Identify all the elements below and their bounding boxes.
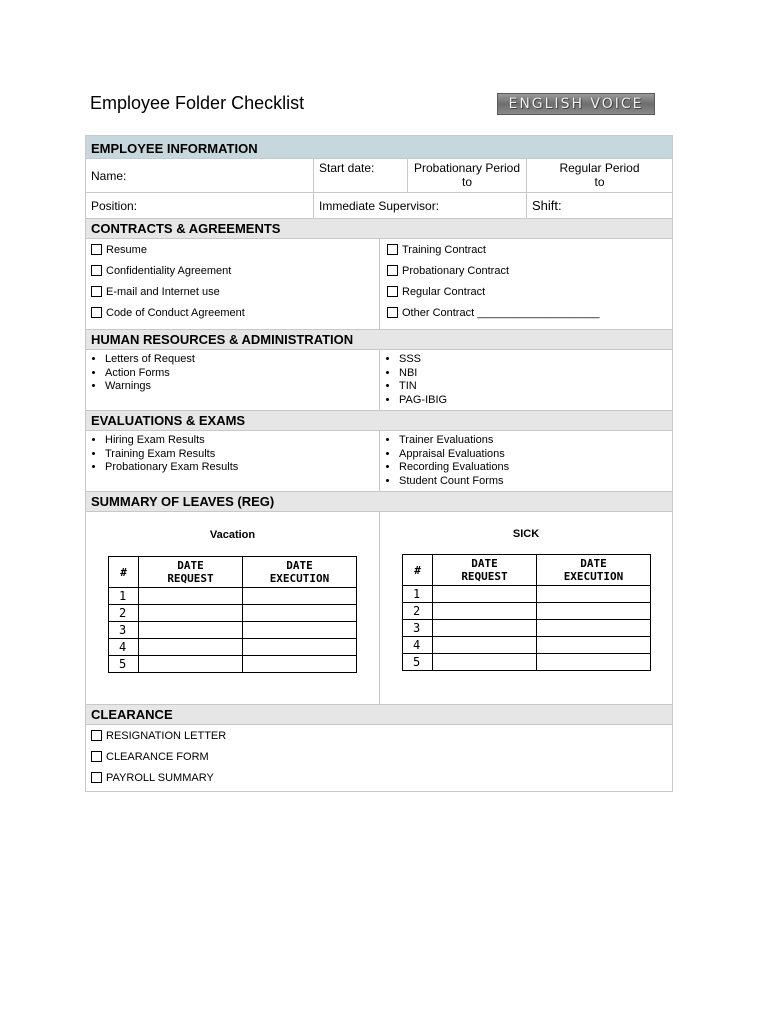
list-item: • Student Count Forms — [399, 475, 672, 489]
checkbox[interactable] — [91, 286, 102, 297]
row-number: 2 — [109, 605, 139, 622]
probationary-period-field[interactable] — [408, 159, 527, 192]
checkbox[interactable] — [91, 751, 102, 762]
checkbox[interactable] — [91, 772, 102, 783]
col-execution-header: DATE EXECUTION — [537, 555, 651, 586]
date-execution-cell[interactable] — [537, 620, 651, 637]
shift-field[interactable] — [527, 193, 672, 218]
position-label: Position: — [91, 198, 138, 213]
date-request-cell[interactable] — [433, 637, 537, 654]
sick-leaves-table — [402, 554, 651, 671]
contracts-header: CONTRACTS & AGREEMENTS — [86, 219, 672, 239]
table-header-row — [109, 557, 357, 588]
employee-information-header: EMPLOYEE INFORMATION — [86, 136, 672, 159]
date-request-cell[interactable] — [139, 656, 243, 673]
col-num-header: # — [403, 555, 433, 586]
hr-header: HUMAN RESOURCES & ADMINISTRATION — [86, 330, 672, 350]
date-request-cell[interactable] — [433, 586, 537, 603]
table-header-row — [403, 555, 651, 586]
sick-title: SICK — [512, 528, 540, 540]
page-title: Employee Folder Checklist — [90, 93, 305, 113]
contract-item[interactable] — [387, 302, 665, 323]
date-execution-cell[interactable] — [537, 654, 651, 671]
row-number: 4 — [109, 639, 139, 656]
list-item: • Recording Evaluations — [399, 461, 672, 475]
vacation-leaves-table — [108, 556, 357, 673]
list-item: • Appraisal Evaluations — [399, 448, 672, 462]
date-request-cell[interactable] — [139, 639, 243, 656]
checkbox[interactable] — [91, 265, 102, 276]
clearance-item[interactable] — [91, 725, 667, 746]
date-execution-cell[interactable] — [537, 603, 651, 620]
table-row — [109, 605, 357, 622]
table-row — [109, 622, 357, 639]
start-date-label: Start date: — [319, 161, 375, 175]
clearance-list — [86, 725, 672, 791]
hr-left-column — [86, 350, 380, 410]
employee-folder-form — [85, 135, 673, 792]
list-item: • SSS — [399, 353, 672, 367]
contract-item[interactable] — [91, 281, 374, 302]
clearance-header: CLEARANCE — [86, 705, 672, 725]
regular-period-field[interactable] — [527, 159, 672, 192]
date-request-cell[interactable] — [433, 603, 537, 620]
list-item: • PAG-IBIG — [399, 394, 672, 408]
hr-right-column — [380, 350, 672, 410]
contract-item-label: Regular Contract — [402, 285, 486, 298]
col-execution-header: DATE EXECUTION — [243, 557, 357, 588]
row-number: 4 — [403, 637, 433, 654]
list-item: • TIN — [399, 380, 672, 394]
name-label: Name: — [91, 168, 127, 183]
contracts-row — [86, 239, 672, 330]
checkbox[interactable] — [387, 286, 398, 297]
contract-item-label: Resume — [106, 243, 147, 256]
col-request-header: DATE REQUEST — [139, 557, 243, 588]
evaluations-left-column — [86, 431, 380, 491]
date-execution-cell[interactable] — [243, 588, 357, 605]
shift-label: Shift: — [532, 198, 562, 213]
clearance-item-label: CLEARANCE FORM — [106, 750, 209, 763]
contract-item[interactable] — [91, 260, 374, 281]
row-number: 3 — [403, 620, 433, 637]
list-item: • Trainer Evaluations — [399, 434, 672, 448]
table-row — [403, 620, 651, 637]
clearance-item-label: PAYROLL SUMMARY — [106, 771, 214, 784]
list-item: • Training Exam Results — [105, 448, 379, 462]
checkbox[interactable] — [91, 307, 102, 318]
list-item: • Hiring Exam Results — [105, 434, 379, 448]
contracts-left-column — [86, 239, 380, 329]
contract-item-label: Training Contract — [402, 243, 486, 256]
date-execution-cell[interactable] — [243, 622, 357, 639]
leaves-header: SUMMARY OF LEAVES (REG) — [86, 492, 672, 512]
table-row — [403, 637, 651, 654]
list-item: • Action Forms — [105, 367, 379, 381]
evaluations-header: EVALUATIONS & EXAMS — [86, 411, 672, 431]
employee-info-row-2 — [86, 193, 672, 219]
vacation-leaves-panel — [86, 512, 380, 704]
date-request-cell[interactable] — [139, 588, 243, 605]
row-number: 5 — [109, 656, 139, 673]
table-row — [403, 586, 651, 603]
regular-period-label: Regular Period — [559, 161, 640, 175]
contract-item[interactable] — [387, 260, 665, 281]
probationary-period-label: Probationary Period — [413, 161, 521, 175]
contract-item-label: Probationary Contract — [402, 264, 509, 277]
evaluations-row — [86, 431, 672, 492]
col-num-header: # — [109, 557, 139, 588]
row-number: 5 — [403, 654, 433, 671]
checkbox[interactable] — [387, 307, 398, 318]
date-request-cell[interactable] — [139, 605, 243, 622]
sick-leaves-panel — [380, 512, 672, 704]
english-voice-logo — [497, 93, 655, 115]
list-item: • Probationary Exam Results — [105, 461, 379, 475]
contract-item[interactable] — [91, 302, 374, 323]
date-execution-cell[interactable] — [243, 639, 357, 656]
leaves-row — [86, 512, 672, 705]
hr-row — [86, 350, 672, 411]
probationary-to-label: to — [461, 175, 472, 189]
list-item: • NBI — [399, 367, 672, 381]
checkbox[interactable] — [387, 244, 398, 255]
name-field[interactable] — [86, 159, 314, 192]
logo-text: ENGLISH VOICE — [508, 96, 644, 112]
table-row — [403, 654, 651, 671]
supervisor-label: Immediate Supervisor: — [319, 198, 440, 213]
date-request-cell[interactable] — [433, 654, 537, 671]
contract-item-label: Code of Conduct Agreement — [106, 306, 245, 319]
date-execution-cell[interactable] — [537, 637, 651, 654]
supervisor-field[interactable] — [314, 193, 527, 218]
row-number: 2 — [403, 603, 433, 620]
table-row — [109, 656, 357, 673]
position-field[interactable] — [86, 193, 314, 218]
date-execution-cell[interactable] — [243, 656, 357, 673]
clearance-item[interactable] — [91, 767, 667, 788]
clearance-item[interactable] — [91, 746, 667, 767]
list-item: • Warnings — [105, 380, 379, 394]
contracts-right-column — [380, 239, 672, 329]
regular-to-label: to — [594, 175, 605, 189]
date-execution-cell[interactable] — [243, 605, 357, 622]
contract-item[interactable] — [387, 281, 665, 302]
table-row — [403, 603, 651, 620]
start-date-field[interactable] — [314, 159, 408, 192]
employee-info-row-1 — [86, 159, 672, 193]
list-item: • Letters of Request — [105, 353, 379, 367]
evaluations-right-column — [380, 431, 672, 491]
vacation-title: Vacation — [209, 529, 256, 541]
row-number: 1 — [109, 588, 139, 605]
contract-item-label: E-mail and Internet use — [106, 285, 220, 298]
clearance-item-label: RESIGNATION LETTER — [106, 729, 227, 742]
table-row — [109, 639, 357, 656]
table-row — [109, 588, 357, 605]
contract-item[interactable] — [387, 239, 665, 260]
checkbox[interactable] — [91, 244, 102, 255]
col-request-header: DATE REQUEST — [433, 555, 537, 586]
row-number: 3 — [109, 622, 139, 639]
contract-item-label: Confidentiality Agreement — [106, 264, 232, 277]
date-request-cell[interactable] — [433, 620, 537, 637]
row-number: 1 — [403, 586, 433, 603]
date-execution-cell[interactable] — [537, 586, 651, 603]
checkbox[interactable] — [91, 730, 102, 741]
contract-item[interactable] — [91, 239, 374, 260]
date-request-cell[interactable] — [139, 622, 243, 639]
contract-item-label: Other Contract ____________________ — [402, 306, 600, 319]
checkbox[interactable] — [387, 265, 398, 276]
